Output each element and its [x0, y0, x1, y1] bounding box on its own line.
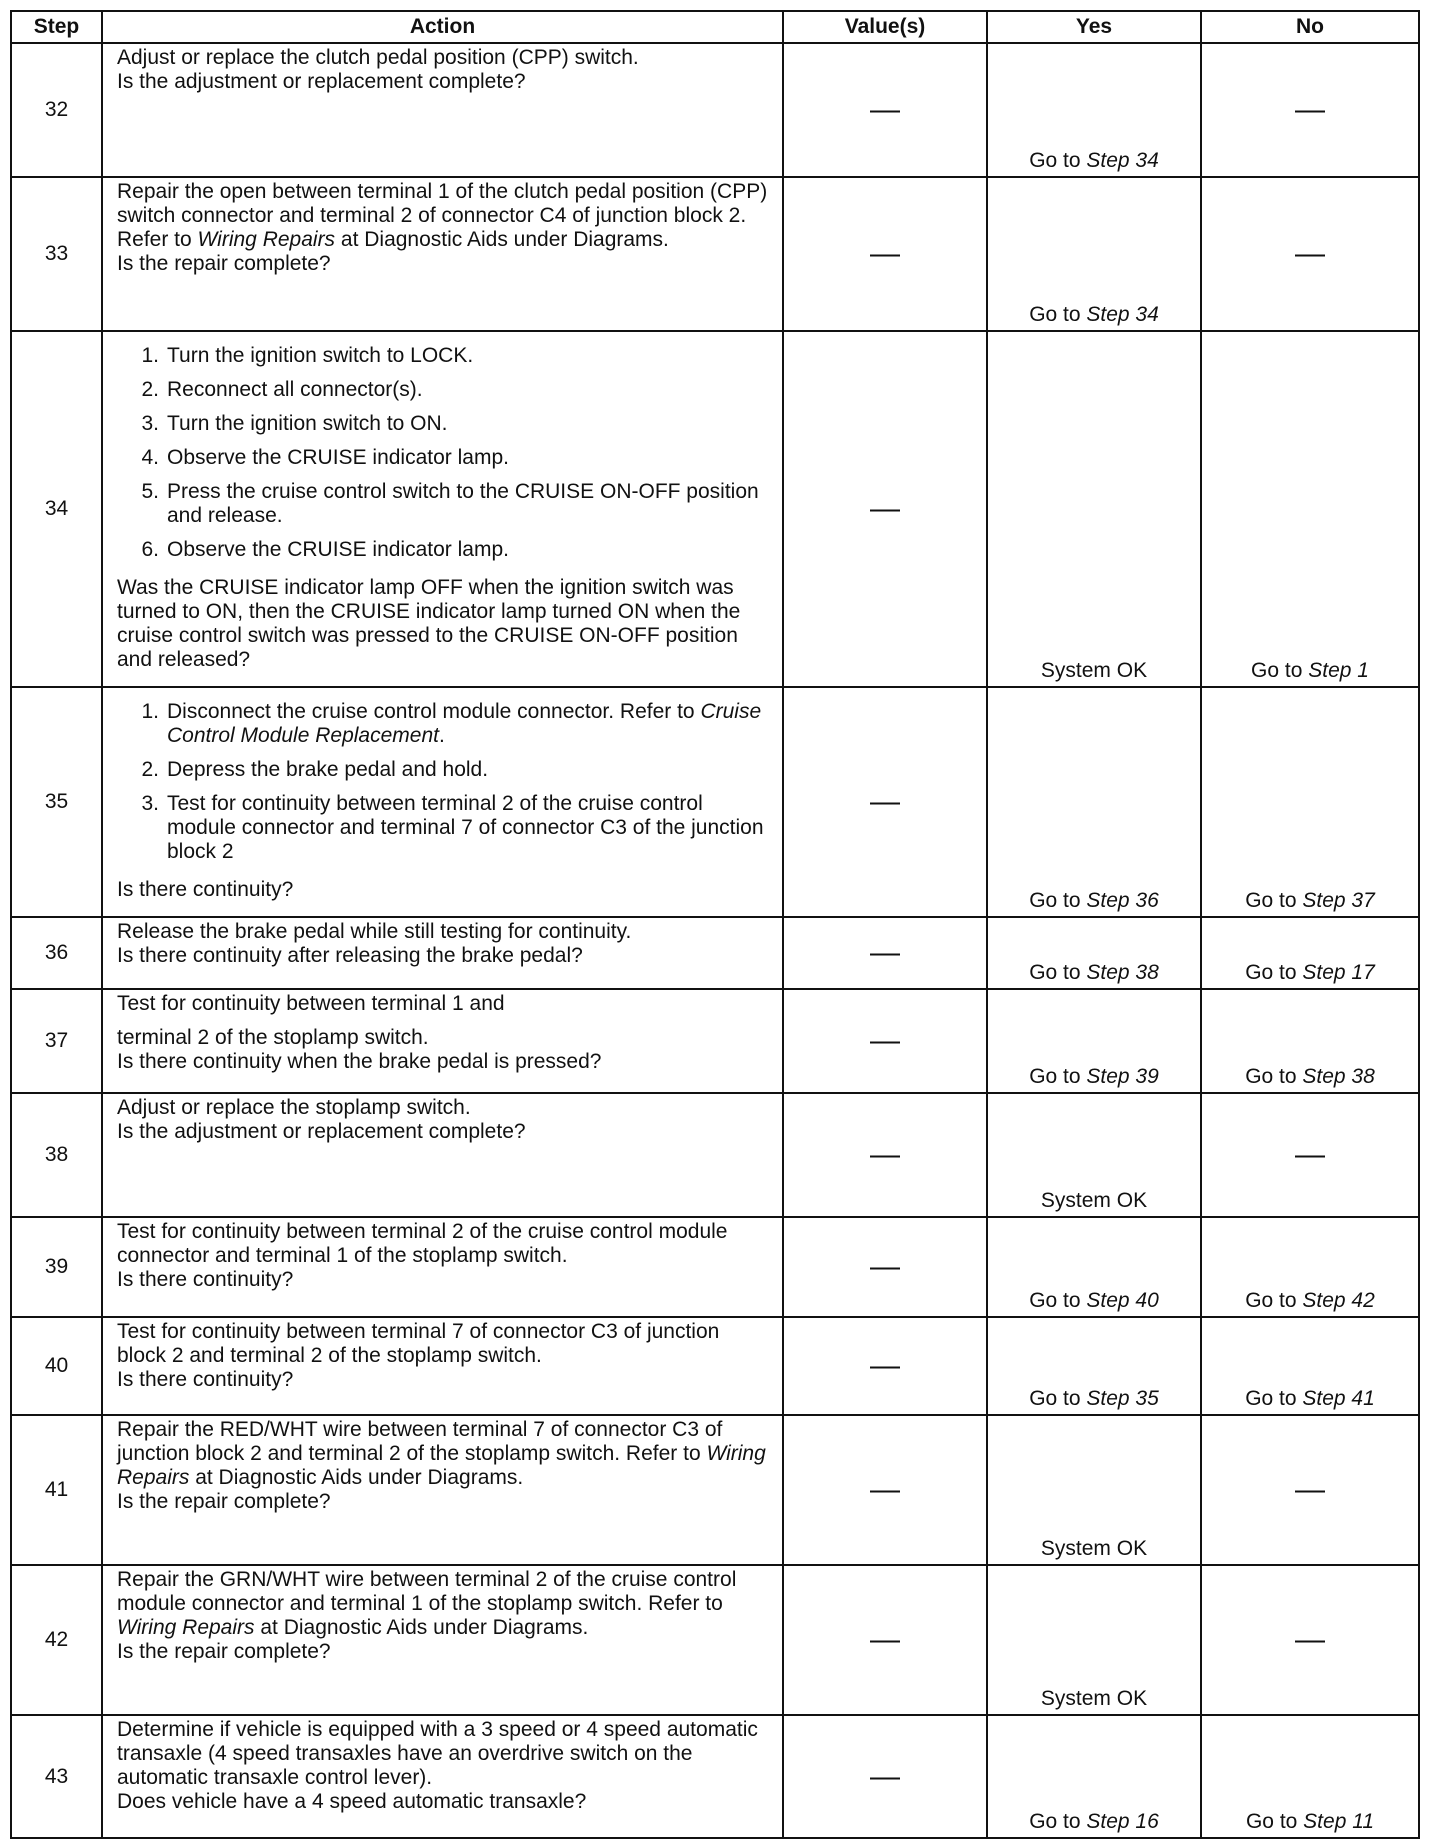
list-item: 2. Reconnect all connector(s).	[141, 378, 423, 401]
action-cell	[102, 1565, 783, 1715]
action-question: Is there continuity after releasing the brake pedal?	[117, 944, 583, 967]
list-item: 4. Observe the CRUISE indicator lamp.	[141, 446, 509, 469]
action-question: Is there continuity?	[117, 1268, 294, 1291]
action-question: Is the repair complete?	[117, 252, 331, 275]
table-row	[11, 917, 1419, 989]
list-item: 3. Test for continuity between terminal 2 of the cruise control module connector and terminal 7 of connector C3 of the junction block 2	[141, 792, 764, 863]
action-cell	[102, 177, 783, 331]
header-no: No	[1201, 11, 1419, 43]
yes-step-ref: Step 35	[1086, 1387, 1159, 1410]
action-text: Repair the GRN/WHT wire between terminal 2 of the cruise control module connector and terminal 1 of the stoplamp switch. Refer to Wiring Repairs at Diagnostic Aids under Diagrams.	[117, 1568, 737, 1639]
no-cell: Go to Step 41	[1201, 1317, 1419, 1415]
yes-cell: System OK	[987, 1415, 1201, 1565]
no-step-ref: Step 11	[1303, 1810, 1375, 1833]
action-cell	[102, 1415, 783, 1565]
step-number: 35	[11, 687, 102, 917]
yes-cell: Go to Step 40	[987, 1217, 1201, 1317]
action-text: Test for continuity between terminal 2 of the cruise control module connector and terminal 1 of the stoplamp switch.	[117, 1220, 728, 1267]
action-cell	[102, 687, 783, 917]
yes-cell	[987, 43, 1201, 177]
table-row	[11, 331, 1419, 687]
action-question: Is there continuity when the brake pedal is pressed?	[117, 1050, 602, 1073]
header-yes: Yes	[987, 11, 1201, 43]
yes-cell: Go to Step 38	[987, 917, 1201, 989]
step-number: 42	[11, 1565, 102, 1715]
no-step-ref: Step 42	[1302, 1289, 1375, 1312]
action-question: Is there continuity?	[117, 878, 294, 901]
header-values: Value(s)	[783, 11, 987, 43]
value-cell: —	[783, 43, 987, 177]
step-number: 33	[11, 177, 102, 331]
table-row	[11, 687, 1419, 917]
action-cell	[102, 1093, 783, 1217]
no-cell: —	[1201, 1565, 1419, 1715]
no-step-ref: Step 1	[1308, 659, 1369, 682]
action-cell	[102, 43, 783, 177]
action-cell	[102, 917, 783, 989]
no-cell: Go to Step 42	[1201, 1217, 1419, 1317]
value-cell: —	[783, 687, 987, 917]
value-cell: —	[783, 1715, 987, 1838]
value-cell: —	[783, 331, 987, 687]
yes-cell: System OK	[987, 1093, 1201, 1217]
table-header-row	[11, 11, 1419, 43]
table-row	[11, 1415, 1419, 1565]
yes-step-ref: Step 16	[1086, 1810, 1159, 1833]
table-row	[11, 43, 1419, 177]
table-row	[11, 1093, 1419, 1217]
no-cell: —	[1201, 177, 1419, 331]
yes-step-ref: Step 39	[1086, 1065, 1159, 1088]
action-text: Test for continuity between terminal 7 of connector C3 of junction block 2 and terminal 2 of the stoplamp switch.	[117, 1320, 720, 1367]
table-row	[11, 1317, 1419, 1415]
action-cell	[102, 1715, 783, 1838]
value-cell: —	[783, 1317, 987, 1415]
no-cell: —	[1201, 43, 1419, 177]
list-item: 2. Depress the brake pedal and hold.	[141, 758, 489, 781]
action-cell	[102, 989, 783, 1093]
step-number: 37	[11, 989, 102, 1093]
value-cell: —	[783, 1565, 987, 1715]
table-row	[11, 1217, 1419, 1317]
action-text: Adjust or replace the stoplamp switch.	[117, 1096, 471, 1119]
step-number: 43	[11, 1715, 102, 1838]
no-cell: Go to Step 37	[1201, 687, 1419, 917]
action-question: Does vehicle have a 4 speed automatic transaxle?	[117, 1790, 587, 1813]
yes-cell: Go to Step 36	[987, 687, 1201, 917]
step-number: 38	[11, 1093, 102, 1217]
action-text: Determine if vehicle is equipped with a 3 speed or 4 speed automatic transaxle (4 speed transaxles have an overdrive switch on the automatic transaxle control lever).	[117, 1718, 758, 1789]
action-question: Is the adjustment or replacement complete?	[117, 1120, 526, 1143]
yes-prefix: Go to	[1029, 149, 1087, 172]
action-text: Adjust or replace the clutch pedal position (CPP) switch.	[117, 46, 639, 69]
no-cell: —	[1201, 1093, 1419, 1217]
yes-step-ref: Step 40	[1086, 1289, 1159, 1312]
table-row	[11, 989, 1419, 1093]
list-item: 1. Turn the ignition switch to LOCK.	[141, 344, 474, 367]
yes-cell: Go to Step 39	[987, 989, 1201, 1093]
yes-cell: System OK	[987, 331, 1201, 687]
module-replacement-ref: Cruise Control Module Replacement	[167, 700, 762, 747]
no-cell: Go to Step 11	[1201, 1715, 1419, 1838]
procedure-list	[117, 700, 774, 874]
no-cell: Go to Step 38	[1201, 989, 1419, 1093]
yes-cell: Go to Step 35	[987, 1317, 1201, 1415]
action-text-line: terminal 2 of the stoplamp switch.	[117, 1026, 429, 1049]
no-step-ref: Step 38	[1302, 1065, 1375, 1088]
no-cell: —	[1201, 1415, 1419, 1565]
list-item: 6. Observe the CRUISE indicator lamp.	[141, 538, 509, 561]
action-cell	[102, 1217, 783, 1317]
wiring-repairs-ref: Wiring Repairs	[197, 228, 336, 251]
list-item: 5. Press the cruise control switch to the CRUISE ON-OFF position and release.	[141, 480, 759, 527]
wiring-repairs-ref: Wiring Repairs	[117, 1616, 255, 1639]
action-question: Was the CRUISE indicator lamp OFF when the ignition switch was turned to ON, then the CRUISE indicator lamp turned ON when the cruise control switch was pressed to the CRUISE ON-OFF position and released?	[117, 576, 741, 671]
no-step-ref: Step 37	[1302, 889, 1375, 912]
procedure-list	[117, 344, 774, 572]
no-cell: Go to Step 1	[1201, 331, 1419, 687]
action-text: Repair the open between terminal 1 of the clutch pedal position (CPP) switch connector and terminal 2 of connector C4 of junction block 2. Refer to Wiring Repairs at Diagnostic Aids under Diagrams.	[117, 180, 768, 251]
list-item: 3. Turn the ignition switch to ON.	[141, 412, 448, 435]
action-question: Is the repair complete?	[117, 1490, 331, 1513]
action-cell	[102, 1317, 783, 1415]
action-text-line: Test for continuity between terminal 1 and	[117, 992, 505, 1015]
action-cell	[102, 331, 783, 687]
action-question: Is the adjustment or replacement complete?	[117, 70, 526, 93]
yes-cell: Go to Step 16	[987, 1715, 1201, 1838]
header-step: Step	[11, 11, 102, 43]
no-cell: Go to Step 17	[1201, 917, 1419, 989]
no-step-ref: Step 17	[1302, 961, 1375, 984]
yes-cell: Go to Step 34	[987, 177, 1201, 331]
yes-cell: System OK	[987, 1565, 1201, 1715]
yes-step-ref: Step 36	[1086, 889, 1159, 912]
header-action: Action	[102, 11, 783, 43]
table-row	[11, 1715, 1419, 1838]
action-text: Release the brake pedal while still testing for continuity.	[117, 920, 632, 943]
no-step-ref: Step 41	[1302, 1387, 1375, 1410]
value-cell: —	[783, 917, 987, 989]
step-number: 34	[11, 331, 102, 687]
yes-step-ref: Step 38	[1086, 961, 1159, 984]
step-number: 32	[11, 43, 102, 177]
action-text: Repair the RED/WHT wire between terminal 7 of connector C3 of junction block 2 and terminal 2 of the stoplamp switch. Refer to Wiring Repairs at Diagnostic Aids under Diagrams.	[117, 1418, 766, 1489]
diagnostic-table	[10, 10, 1420, 1839]
action-question: Is there continuity?	[117, 1368, 294, 1391]
step-number: 36	[11, 917, 102, 989]
yes-step-ref: Step 34	[1086, 149, 1159, 172]
step-number: 41	[11, 1415, 102, 1565]
step-number: 39	[11, 1217, 102, 1317]
value-cell: —	[783, 1415, 987, 1565]
yes-step-ref: Step 34	[1086, 303, 1159, 326]
value-cell: —	[783, 1093, 987, 1217]
diagnostic-table-page	[10, 10, 1418, 1833]
list-item: 1. Disconnect the cruise control module connector. Refer to Cruise Control Module Replacement.	[141, 700, 762, 747]
table-row	[11, 1565, 1419, 1715]
action-question: Is the repair complete?	[117, 1640, 331, 1663]
value-cell: —	[783, 1217, 987, 1317]
value-cell: —	[783, 989, 987, 1093]
step-number: 40	[11, 1317, 102, 1415]
wiring-repairs-ref: Wiring Repairs	[117, 1442, 766, 1489]
value-cell: —	[783, 177, 987, 331]
table-row	[11, 177, 1419, 331]
